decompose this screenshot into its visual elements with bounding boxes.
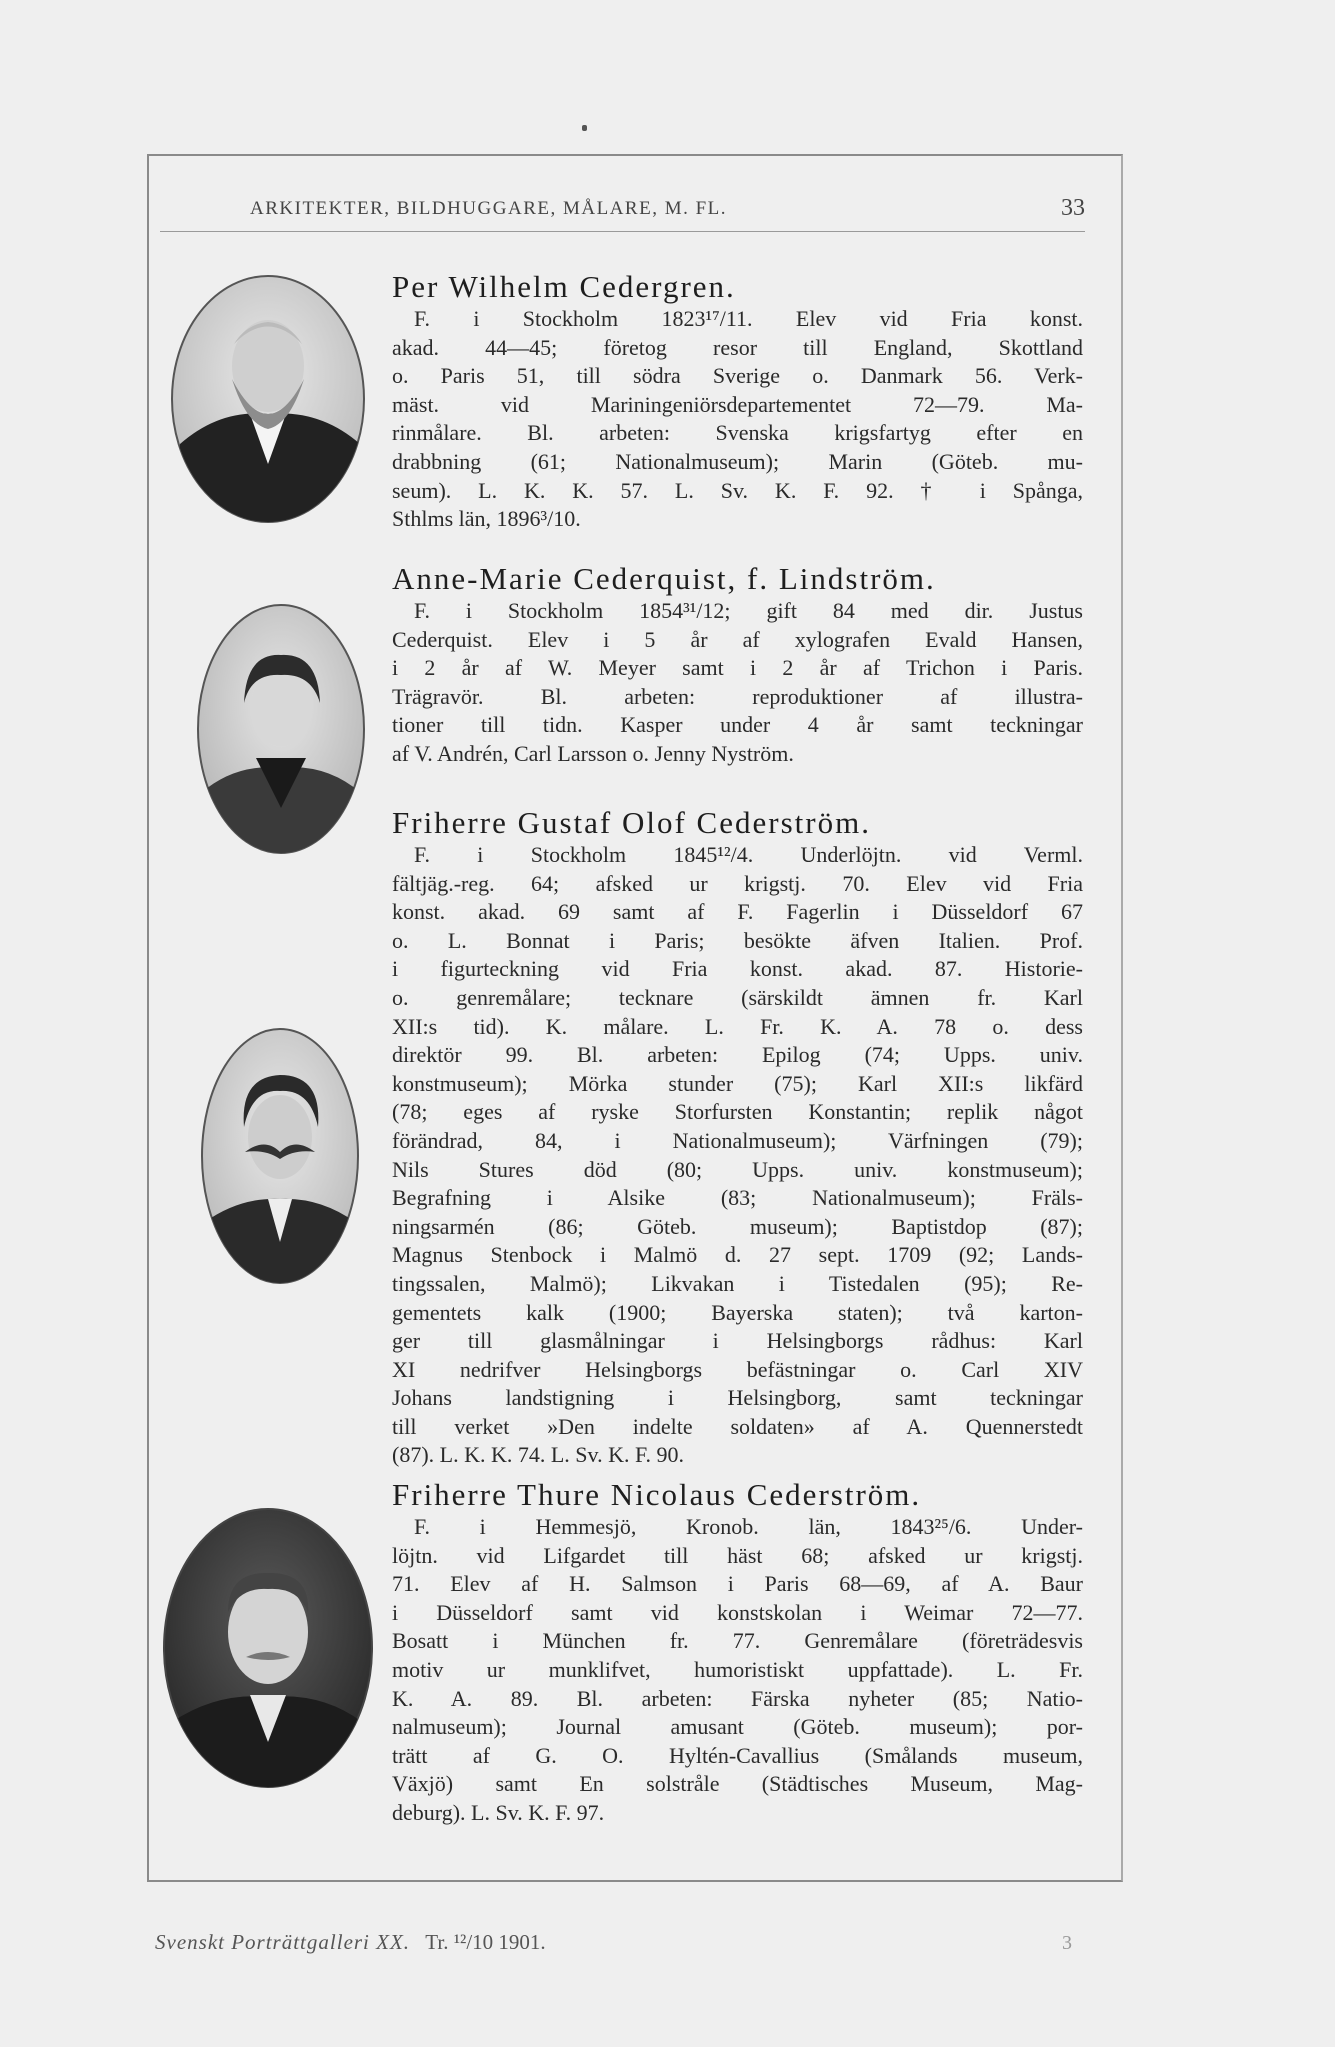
entry-text-line: F. i Hemmesjö, Kronob. län, 1843²⁵/6. Under- [414,1514,1083,1539]
entry-text-line: Bosatt i München fr. 77. Genremålare (företrädesvis [392,1628,1083,1654]
entry-text-line: o. L. Bonnat i Paris; besökte äfven Italien. Prof. [392,927,1083,953]
page-number: 33 [1061,195,1085,221]
entry-text-line: motiv ur munklifvet, humoristiskt uppfattade). L. Fr. [392,1656,1083,1682]
entry-text-line: F. i Stockholm 1823¹⁷/11. Elev vid Fria konst. [414,306,1083,331]
entry-text-line: trätt af G. O. Hyltén-Cavallius (Smålands museum, [392,1742,1083,1768]
footer [155,1930,546,1955]
entry-text-line: af V. Andrén, Carl Larsson o. Jenny Nyström. [392,740,794,766]
entry-text-line: förändrad, 84, i Nationalmuseum); Värfningen (79); [392,1127,1083,1153]
portrait-per-wilhelm-cedergren [170,274,366,524]
entry-text-line: nalmuseum); Journal amusant (Göteb. museum); por- [392,1714,1083,1740]
entry-text-line: fältjäg.-reg. 64; afsked ur krigstj. 70. Elev vid Fria [392,870,1083,896]
header-title: ARKITEKTER, BILDHUGGARE, MÅLARE, M. FL. [250,198,728,219]
footer-series: Svenskt Porträttgalleri XX. [155,1930,411,1954]
entry-text-line: drabbning (61; Nationalmuseum); Marin (Göteb. mu- [392,448,1083,474]
entry-text-line: XII:s tid). K. målare. L. Fr. K. A. 78 o. dess [392,1013,1083,1039]
entry-text-line: konst. akad. 69 samt af F. Fagerlin i Düsseldorf 67 [392,899,1083,925]
footer-print-date: Tr. ¹²/10 1901. [425,1930,546,1954]
entry-text-line: akad. 44—45; företog resor till England, Skottland [392,334,1083,360]
entry-text-line: deburg). L. Sv. K. F. 97. [392,1799,605,1825]
entry-text-line: gementets kalk (1900; Bayerska staten); två karton- [392,1299,1083,1325]
biography-entry [392,805,1083,1470]
entry-name: Friherre Thure Nicolaus Cederström. [392,1477,922,1512]
print-speck [582,125,587,131]
header-rule [160,231,1085,232]
entry-text-line: mäst. vid Mariningeniörsdepartementet 72—79. Ma- [392,391,1083,417]
entry-text-line: Växjö) samt En solstråle (Städtisches Museum, Mag- [392,1771,1083,1797]
entry-text-line: konstmuseum); Mörka stunder (75); Karl XII:s likfärd [392,1070,1083,1096]
entry-text-line: tioner till tidn. Kasper under 4 år samt teckningar [392,712,1083,738]
portrait-gustaf-olof-cederstrom [200,1027,360,1285]
entry-text-line: XI nedrifver Helsingborgs befästningar o. Carl XIV [392,1356,1083,1382]
entry-text-line: Johans landstigning i Helsingborg, samt teckningar [392,1385,1083,1411]
signature-mark: 3 [1062,1932,1072,1954]
entry-text-line: (78; eges af ryske Storfursten Konstantin; replik något [392,1099,1083,1125]
entry-text-line: i Düsseldorf samt vid konstskolan i Weimar 72—77. [392,1599,1083,1625]
entry-text-line: i 2 år af W. Meyer samt i 2 år af Trichon i Paris. [392,655,1083,681]
entry-text-line: Cederquist. Elev i 5 år af xylografen Evald Hansen, [392,626,1083,652]
entry-text-line: till verket »Den indelte soldaten» af A. Quennerstedt [392,1413,1083,1439]
entry-text-line: tingssalen, Malmö); Likvakan i Tistedalen (95); Re- [392,1270,1083,1296]
entry-text-line: ningsarmén (86; Göteb. museum); Baptistdop (87); [392,1213,1083,1239]
entry-text-line: rinmålare. Bl. arbeten: Svenska krigsfartyg efter en [392,420,1083,446]
entry-text-line: i figurteckning vid Fria konst. akad. 87. Historie- [392,956,1083,982]
entry-text-line: 71. Elev af H. Salmson i Paris 68—69, af A. Baur [392,1571,1083,1597]
entry-name: Per Wilhelm Cedergren. [392,269,736,304]
entry-text-line: o. genremålare; tecknare (särskildt ämnen fr. Karl [392,984,1083,1010]
entry-text-line: F. i Stockholm 1854³¹/12; gift 84 med dir. Justus [414,598,1083,623]
entry-text-line: (87). L. K. K. 74. L. Sv. K. F. 90. [392,1442,684,1468]
entry-name: Anne-Marie Cederquist, f. Lindström. [392,561,936,596]
biography-entry [392,269,1083,534]
entry-text-line: Nils Stures död (80; Upps. univ. konstmuseum); [392,1156,1083,1182]
entry-text-line: ger till glasmålningar i Helsingborgs rådhus: Karl [392,1328,1083,1354]
biography-entry [392,1477,1083,1828]
entry-name: Friherre Gustaf Olof Cederström. [392,805,871,840]
entry-text-line: Sthlms län, 1896³/10. [392,506,581,532]
running-header [250,195,1085,221]
entry-text-line: F. i Stockholm 1845¹²/4. Underlöjtn. vid Verml. [414,842,1083,867]
biography-entry [392,561,1083,769]
entry-text-line: o. Paris 51, till södra Sverige o. Danmark 56. Verk- [392,363,1083,389]
entry-text-line: Begrafning i Alsike (83; Nationalmuseum); Fräls- [392,1185,1083,1211]
entry-text-line: direktör 99. Bl. arbeten: Epilog (74; Upps. univ. [392,1042,1083,1068]
portrait-thure-nicolaus-cederstrom [162,1507,374,1789]
entry-text-line: Magnus Stenbock i Malmö d. 27 sept. 1709 (92; Lands- [392,1242,1083,1268]
entry-text-line: löjtn. vid Lifgardet till häst 68; afsked ur krigstj. [392,1542,1083,1568]
entry-text-line: K. A. 89. Bl. arbeten: Färska nyheter (85; Natio- [392,1685,1083,1711]
entry-text-line: seum). L. K. K. 57. L. Sv. K. F. 92. † i Spånga, [392,477,1083,503]
entry-text-line: Trägravör. Bl. arbeten: reproduktioner af illustra- [392,683,1083,709]
portrait-anne-marie-cederquist [196,603,366,855]
